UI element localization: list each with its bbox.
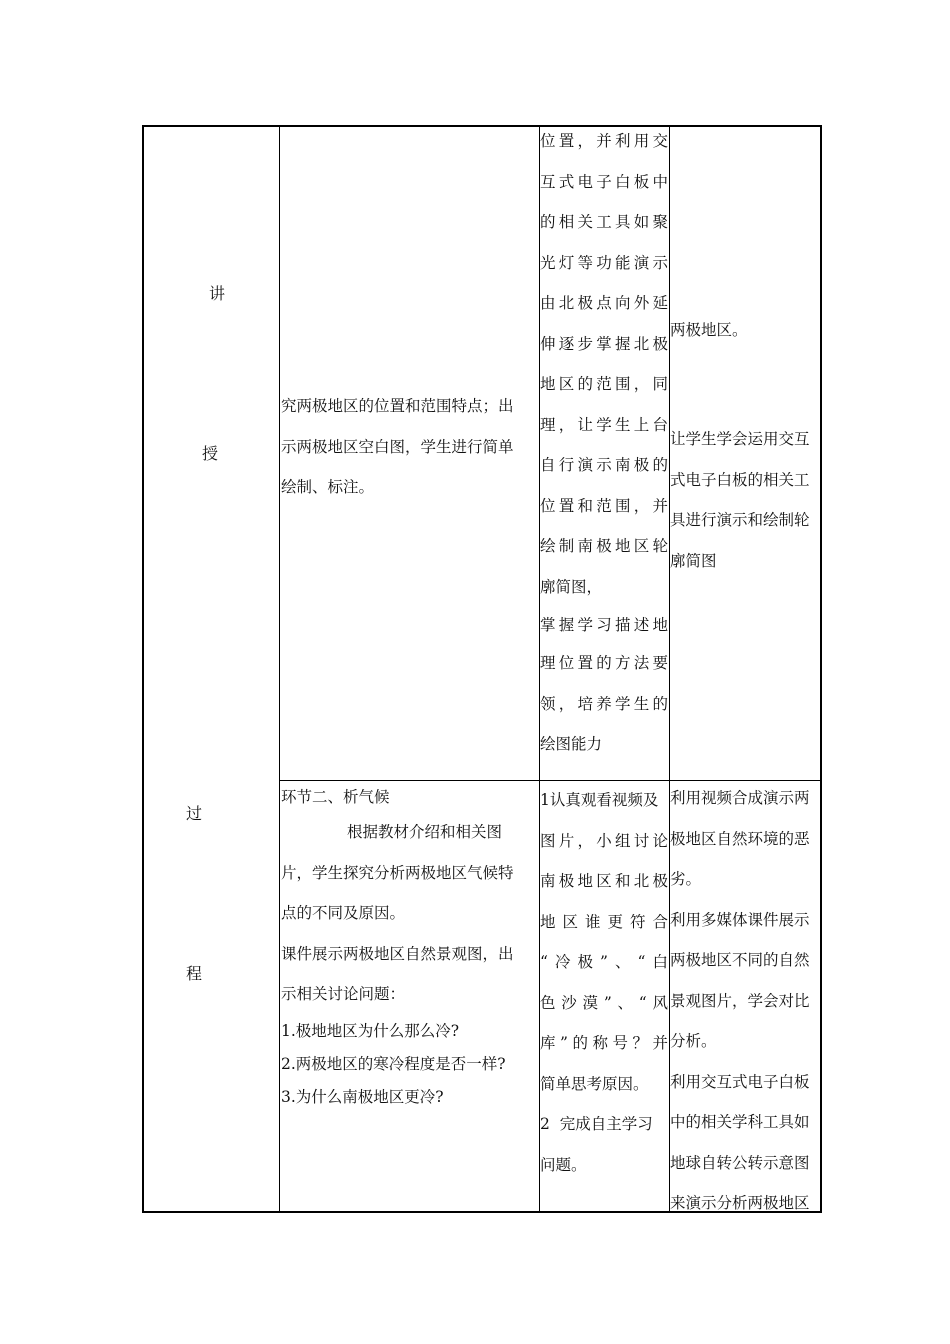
side-label-jiang: 讲 xyxy=(209,284,226,303)
row2-section-title: 环节二、析气候 xyxy=(281,788,390,806)
side-label-cheng: 程 xyxy=(186,964,203,983)
row1-design-intent-b: 让学生学会运用交互 式电子白板的相关工 具进行演示和绘制轮 廓简图 xyxy=(670,430,810,570)
row1-teacher-activity: 究两极地区的位置和范围特点；出 示两极地区空白图，学生进行简单 绘制、标注。 xyxy=(281,397,514,496)
column-divider xyxy=(279,127,280,1211)
side-label-guo: 过 xyxy=(186,804,203,823)
row2-design-intent: 利用视频合成演示两 极地区自然环境的恶 劣。 利用多媒体课件展示 两极地区不同的自然 景观图片，学会对比 分析。 利用交互式电子白板 中的相关学科工具如 地球自转公转示意图 来演示分析两极地区 xyxy=(670,789,810,1212)
row2-teacher-activity: 根据教材介绍和相关图 片，学生探究分析两极地区气候特 点的不同及原因。 课件展示两极地区自然景观图，出 示相关讨论问题： 1.极地地区为什么那么冷? 2.两极地区的寒冷程度是否一样? 3.为什么南极地区更冷? xyxy=(281,823,514,1106)
row1-student-activity: 位置，并利用交 互式电子白板中 的相关工具如聚 光灯等功能演示 由北极点向外延 伸逐步掌握北极 地区的范围，同 理，让学生上台 自行演示南极的 位置和范围，并 绘制南极地区轮 廓简图， 掌握学习描述地 理位置的方法要 领，培养学生的 绘图能力 xyxy=(540,132,668,753)
row2-student-activity: 1认真观看视频及 图片，小组讨论 南极地区和北极 地 区 谁 更 符 合 “冷极”、“白 色沙漠”、“风 库”的称号？并 简单思考原因。 2 完成自主学习 问题。 xyxy=(540,791,668,1174)
side-label-shou: 授 xyxy=(202,444,219,463)
row1-design-intent-a: 两极地区。 xyxy=(670,321,748,339)
